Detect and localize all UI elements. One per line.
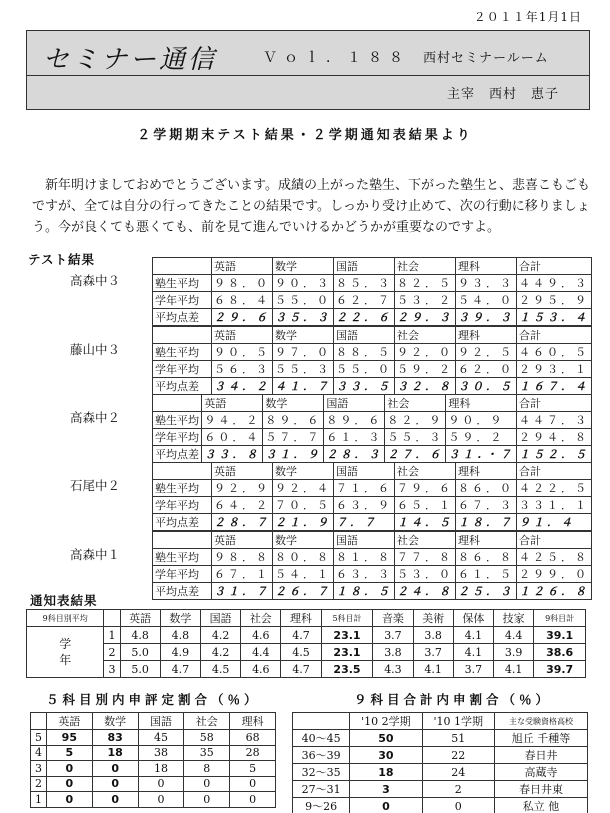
row-label: 塾生平均 xyxy=(153,480,212,497)
score-cell: ２９５．９ xyxy=(517,292,592,309)
score-cell: ６１．５ xyxy=(456,566,517,583)
row-label: 塾生平均 xyxy=(153,412,202,429)
score-cell: ２１．９ xyxy=(273,514,334,531)
school-cell: 春日井 xyxy=(494,747,587,764)
average-cell: 4.8 xyxy=(160,627,200,644)
range-label: 27～31 xyxy=(293,781,350,798)
score-cell: ９８．８ xyxy=(212,549,273,566)
score-cell: ３３．８ xyxy=(202,446,263,463)
average-cell: 4.1 xyxy=(413,661,453,678)
rating-label: 2 xyxy=(31,776,47,792)
subject-header: 英語 xyxy=(46,713,92,730)
row-label: 塾生平均 xyxy=(153,549,212,566)
term-header: '10 2学期 xyxy=(350,713,422,730)
grade-number-header xyxy=(104,610,120,627)
subject-header: 数学 xyxy=(273,463,334,480)
average-cell: 4.7 xyxy=(281,661,321,678)
score-cell: ９８．０ xyxy=(212,275,273,292)
corner-cell xyxy=(153,258,212,275)
score-cell: ９２．９ xyxy=(212,480,273,497)
test-table xyxy=(152,326,592,395)
grade-label: 学 年 xyxy=(27,627,104,678)
score-cell: ７０．５ xyxy=(273,497,334,514)
score-cell: ２９４．８ xyxy=(517,429,592,446)
score-cell: １６７．４ xyxy=(517,378,592,395)
subject-header: 合計 xyxy=(517,258,592,275)
score-cell: ３２．８ xyxy=(395,378,456,395)
newsletter-title: セミナー通信 xyxy=(43,45,218,75)
organization-name: 西村セミナールーム xyxy=(423,51,549,66)
score-cell: ８２．５ xyxy=(395,275,456,292)
percent-cell: 0 xyxy=(46,761,92,777)
score-cell: ９２．５ xyxy=(456,344,517,361)
subject-header: 英語 xyxy=(212,327,273,344)
row-label: 学年平均 xyxy=(153,497,212,514)
score-cell: ５６．３ xyxy=(212,361,273,378)
header-divider xyxy=(27,75,589,76)
range-label: 9～26 xyxy=(293,798,350,813)
percent-cell: 0 xyxy=(46,776,92,792)
subject-header: 国語 xyxy=(334,463,395,480)
subject-header: 国語 xyxy=(334,532,395,549)
score-cell: ７．７ xyxy=(334,514,395,531)
score-cell: ７９．６ xyxy=(395,480,456,497)
subject-header: 数学 xyxy=(273,258,334,275)
score-cell: ４６０．５ xyxy=(517,344,592,361)
score-cell: ８０．８ xyxy=(273,549,334,566)
score-cell: ８６．０ xyxy=(456,480,517,497)
percent-cell: 18 xyxy=(350,764,422,781)
score-cell: ６８．４ xyxy=(212,292,273,309)
average-cell: 3.9 xyxy=(494,644,534,661)
score-cell: ９０．５ xyxy=(212,344,273,361)
average-cell: 3.7 xyxy=(373,627,413,644)
score-cell: ６３．３ xyxy=(334,566,395,583)
corner-cell: 9科目別平均 xyxy=(27,610,104,627)
percent-cell: 0 xyxy=(92,761,138,777)
average-cell: 23.5 xyxy=(321,661,373,678)
corner-cell xyxy=(153,327,212,344)
score-cell: ２２．６ xyxy=(334,309,395,326)
term-header: '10 1学期 xyxy=(422,713,494,730)
subject-header: 国語 xyxy=(334,258,395,275)
rating-label: 1 xyxy=(31,792,47,808)
school-name: 高森中１ xyxy=(70,547,121,562)
subject-header: 理科 xyxy=(446,395,517,412)
corner-cell xyxy=(31,713,47,730)
corner-cell xyxy=(153,395,202,412)
average-cell: 5.0 xyxy=(120,661,160,678)
subject-header: 理科 xyxy=(456,258,517,275)
subject-header: 合計 xyxy=(517,463,592,480)
score-cell: ２９．３ xyxy=(395,309,456,326)
score-cell: ２９．６ xyxy=(212,309,273,326)
score-cell: １８．７ xyxy=(456,514,517,531)
average-cell: 4.7 xyxy=(281,627,321,644)
test-table xyxy=(152,394,592,463)
percent-cell: 0 xyxy=(46,792,92,808)
average-cell: 4.4 xyxy=(241,644,281,661)
percent-cell: 83 xyxy=(92,730,138,746)
percent-cell: 0 xyxy=(230,776,276,792)
article-title: ２学期期末テスト結果・２学期通知表結果より xyxy=(137,128,473,143)
nine-subject-heading: ９科目合計内申割合（％） xyxy=(354,692,553,707)
score-cell: ６１．３ xyxy=(324,429,385,446)
row-label: 平均点差 xyxy=(153,378,212,395)
percent-cell: 30 xyxy=(350,747,422,764)
score-cell: ６０．４ xyxy=(202,429,263,446)
score-cell: ５５．３ xyxy=(385,429,446,446)
average-cell: 3.7 xyxy=(413,644,453,661)
score-cell: ９０．３ xyxy=(273,275,334,292)
percent-cell: 0 xyxy=(138,776,184,792)
score-cell: ６７．３ xyxy=(456,497,517,514)
score-cell: ２８．７ xyxy=(212,514,273,531)
average-cell: 4.8 xyxy=(120,627,160,644)
score-cell: ３０．５ xyxy=(456,378,517,395)
score-cell: ８９．６ xyxy=(263,412,324,429)
score-cell: ５４．１ xyxy=(273,566,334,583)
subject-header: 技家 xyxy=(494,610,534,627)
percent-cell: 58 xyxy=(184,730,230,746)
score-cell: １８．５ xyxy=(334,583,395,600)
volume-number: Ｖｏｌ．１８８ xyxy=(263,50,410,66)
subject-header: 5科目計 xyxy=(321,610,373,627)
school-cell: 高蔵寺 xyxy=(494,764,587,781)
score-cell: ５５．０ xyxy=(273,292,334,309)
percent-cell: 0 xyxy=(92,776,138,792)
score-cell: ３９．３ xyxy=(456,309,517,326)
row-label: 塾生平均 xyxy=(153,344,212,361)
score-cell: ２５．３ xyxy=(456,583,517,600)
score-cell: １５３．４ xyxy=(517,309,592,326)
grade-number: 3 xyxy=(104,661,120,678)
subject-header: 国語 xyxy=(200,610,240,627)
five-subject-heading: ５科目別内申評定割合（％） xyxy=(46,692,261,707)
average-cell: 39.1 xyxy=(534,627,586,644)
percent-cell: 2 xyxy=(422,781,494,798)
percent-cell: 0 xyxy=(184,792,230,808)
score-cell: ３１．７ xyxy=(212,583,273,600)
average-cell: 4.1 xyxy=(494,661,534,678)
range-label: 36～39 xyxy=(293,747,350,764)
school-name: 石尾中２ xyxy=(70,478,121,493)
percent-cell: 18 xyxy=(92,745,138,761)
score-cell: ５５．０ xyxy=(334,361,395,378)
score-cell: ９３．３ xyxy=(456,275,517,292)
score-cell: ３３．５ xyxy=(334,378,395,395)
subject-header: 理科 xyxy=(456,463,517,480)
range-label: 40～45 xyxy=(293,730,350,747)
score-cell: ８９．６ xyxy=(324,412,385,429)
subject-header: 英語 xyxy=(202,395,263,412)
score-cell: ６２．０ xyxy=(456,361,517,378)
percent-cell: 0 xyxy=(422,798,494,813)
average-cell: 4.7 xyxy=(160,661,200,678)
percent-cell: 0 xyxy=(138,792,184,808)
average-cell: 4.6 xyxy=(241,627,281,644)
percent-cell: 0 xyxy=(184,776,230,792)
score-cell: ９０．９ xyxy=(446,412,517,429)
subject-header: 社会 xyxy=(385,395,446,412)
average-cell: 23.1 xyxy=(321,627,373,644)
score-cell: ２９３．１ xyxy=(517,361,592,378)
score-cell: ８５．３ xyxy=(334,275,395,292)
subject-header: 理科 xyxy=(281,610,321,627)
percent-cell: 22 xyxy=(422,747,494,764)
score-cell: ３１.・７ xyxy=(446,446,517,463)
subject-header: 社会 xyxy=(395,532,456,549)
subject-header: 英語 xyxy=(120,610,160,627)
row-label: 平均点差 xyxy=(153,514,212,531)
score-cell: ６４．２ xyxy=(212,497,273,514)
subject-header: 音楽 xyxy=(373,610,413,627)
score-cell: ５９．２ xyxy=(446,429,517,446)
average-cell: 4.1 xyxy=(453,644,493,661)
percent-cell: 95 xyxy=(46,730,92,746)
subject-header: 社会 xyxy=(184,713,230,730)
row-label: 学年平均 xyxy=(153,361,212,378)
score-cell: ５４．０ xyxy=(456,292,517,309)
score-cell: ５３．２ xyxy=(395,292,456,309)
average-cell: 5.0 xyxy=(120,644,160,661)
score-cell: １５２．５ xyxy=(517,446,592,463)
subject-header: 美術 xyxy=(413,610,453,627)
school-cell: 春日井東 xyxy=(494,781,587,798)
score-cell: ６２．７ xyxy=(334,292,395,309)
score-cell: ３１．９ xyxy=(263,446,324,463)
score-cell: ５３．０ xyxy=(395,566,456,583)
school-name: 高森中２ xyxy=(70,410,121,425)
subject-header: 英語 xyxy=(212,258,273,275)
percent-cell: 38 xyxy=(138,745,184,761)
percent-cell: 0 xyxy=(350,798,422,813)
score-cell: ８８．５ xyxy=(334,344,395,361)
score-cell: ７７．８ xyxy=(395,549,456,566)
subject-header: 社会 xyxy=(395,258,456,275)
test-table xyxy=(152,531,592,600)
subject-header: 社会 xyxy=(241,610,281,627)
rating-label: 3 xyxy=(31,761,47,777)
average-cell: 4.3 xyxy=(373,661,413,678)
percent-cell: 45 xyxy=(138,730,184,746)
score-cell: ５７．７ xyxy=(263,429,324,446)
subject-header: 9科目計 xyxy=(534,610,586,627)
newsletter-header xyxy=(26,30,590,110)
subject-header: 数学 xyxy=(273,532,334,549)
row-label: 学年平均 xyxy=(153,566,212,583)
score-cell: ８６．８ xyxy=(456,549,517,566)
average-cell: 4.5 xyxy=(281,644,321,661)
row-label: 平均点差 xyxy=(153,583,212,600)
percent-cell: 0 xyxy=(92,792,138,808)
percent-cell: 24 xyxy=(422,764,494,781)
subject-header: 英語 xyxy=(212,463,273,480)
average-cell: 3.8 xyxy=(413,627,453,644)
subject-header: 数学 xyxy=(92,713,138,730)
percent-cell: 0 xyxy=(230,792,276,808)
row-label: 平均点差 xyxy=(153,446,202,463)
subject-header: 理科 xyxy=(456,327,517,344)
test-table xyxy=(152,257,592,326)
corner-cell xyxy=(153,463,212,480)
row-label: 塾生平均 xyxy=(153,275,212,292)
corner-cell xyxy=(293,713,350,730)
score-cell: ７１．６ xyxy=(334,480,395,497)
score-cell: ６７．１ xyxy=(212,566,273,583)
score-cell: ４１．７ xyxy=(273,378,334,395)
subject-header: 社会 xyxy=(395,463,456,480)
row-label: 学年平均 xyxy=(153,429,202,446)
editor-name: 主宰 西村 恵子 xyxy=(447,87,560,102)
score-cell: ９２．０ xyxy=(395,344,456,361)
range-label: 32～35 xyxy=(293,764,350,781)
subject-header: 国語 xyxy=(334,327,395,344)
percent-cell: 68 xyxy=(230,730,276,746)
subject-header: 数学 xyxy=(273,327,334,344)
rating-label: 5 xyxy=(31,730,47,746)
score-cell: ４２５．８ xyxy=(517,549,592,566)
score-cell: ６３．９ xyxy=(334,497,395,514)
school-cell: 旭丘 千種等 xyxy=(494,730,587,747)
score-cell: ２４．８ xyxy=(395,583,456,600)
school-cell: 私立 他 xyxy=(494,798,587,813)
score-cell: ８１．８ xyxy=(334,549,395,566)
score-cell: ２７．６ xyxy=(385,446,446,463)
average-cell: 38.6 xyxy=(534,644,586,661)
subject-header: 社会 xyxy=(395,327,456,344)
report-card-heading: 通知表結果 xyxy=(30,593,98,608)
issue-date: ２０１１年1月1日 xyxy=(473,10,582,24)
percent-cell: 35 xyxy=(184,745,230,761)
subject-header: 国語 xyxy=(138,713,184,730)
subject-header: 数学 xyxy=(160,610,200,627)
term-header: 主な受験資格高校 xyxy=(494,713,587,730)
average-cell: 4.1 xyxy=(453,627,493,644)
percent-cell: 5 xyxy=(230,761,276,777)
score-cell: ４４７．３ xyxy=(517,412,592,429)
subject-header: 国語 xyxy=(324,395,385,412)
average-cell: 23.1 xyxy=(321,644,373,661)
score-cell: ３３１．１ xyxy=(517,497,592,514)
average-cell: 39.7 xyxy=(534,661,586,678)
subject-header: 保体 xyxy=(453,610,493,627)
percent-cell: 51 xyxy=(422,730,494,747)
test-results-heading: テスト結果 xyxy=(28,252,96,267)
average-cell: 4.6 xyxy=(241,661,281,678)
average-cell: 3.7 xyxy=(453,661,493,678)
row-label: 平均点差 xyxy=(153,309,212,326)
percent-cell: 5 xyxy=(46,745,92,761)
school-name: 藤山中３ xyxy=(70,342,121,357)
average-cell: 4.2 xyxy=(200,627,240,644)
score-cell: ８２．９ xyxy=(385,412,446,429)
subject-header: 数学 xyxy=(263,395,324,412)
corner-cell xyxy=(153,532,212,549)
five-subject-table xyxy=(30,712,276,808)
score-cell: ９１．４ xyxy=(517,514,592,531)
test-table xyxy=(152,462,592,531)
subject-header: 合計 xyxy=(517,327,592,344)
score-cell: ２８．３ xyxy=(324,446,385,463)
score-cell: ２６．７ xyxy=(273,583,334,600)
score-cell: ３５．３ xyxy=(273,309,334,326)
nine-subject-table xyxy=(292,712,588,813)
score-cell: ４２２．５ xyxy=(517,480,592,497)
report-card-table xyxy=(26,609,586,678)
score-cell: ５５．３ xyxy=(273,361,334,378)
score-cell: ５９．２ xyxy=(395,361,456,378)
percent-cell: 50 xyxy=(350,730,422,747)
subject-header: 理科 xyxy=(230,713,276,730)
subject-header: 理科 xyxy=(456,532,517,549)
intro-paragraph: 新年明けましておめでとうございます。成績の上がった塾生、下がった塾生と、悲喜こもごもですが、全ては自分の行ってきたことの結果です。しっかり受け止めて、次の行動に移りましょう。今が良くても悪くても、前を見て進んでいけるかどうかが重要なのですよ。 xyxy=(32,178,590,235)
percent-cell: 8 xyxy=(184,761,230,777)
score-cell: １２６．８ xyxy=(517,583,592,600)
grade-number: 2 xyxy=(104,644,120,661)
rating-label: 4 xyxy=(31,745,47,761)
score-cell: ２９９．０ xyxy=(517,566,592,583)
average-cell: 4.9 xyxy=(160,644,200,661)
row-label: 学年平均 xyxy=(153,292,212,309)
percent-cell: 18 xyxy=(138,761,184,777)
score-cell: ３４．２ xyxy=(212,378,273,395)
score-cell: ９４．２ xyxy=(202,412,263,429)
score-cell: ６５．１ xyxy=(395,497,456,514)
subject-header: 英語 xyxy=(212,532,273,549)
average-cell: 3.8 xyxy=(373,644,413,661)
percent-cell: 28 xyxy=(230,745,276,761)
subject-header: 合計 xyxy=(517,395,592,412)
score-cell: ９２．４ xyxy=(273,480,334,497)
average-cell: 4.2 xyxy=(200,644,240,661)
subject-header: 合計 xyxy=(517,532,592,549)
average-cell: 4.4 xyxy=(494,627,534,644)
percent-cell: 3 xyxy=(350,781,422,798)
school-name: 高森中３ xyxy=(70,273,121,288)
average-cell: 4.5 xyxy=(200,661,240,678)
score-cell: ９７．０ xyxy=(273,344,334,361)
grade-number: 1 xyxy=(104,627,120,644)
score-cell: １４．５ xyxy=(395,514,456,531)
score-cell: ４４９．３ xyxy=(517,275,592,292)
